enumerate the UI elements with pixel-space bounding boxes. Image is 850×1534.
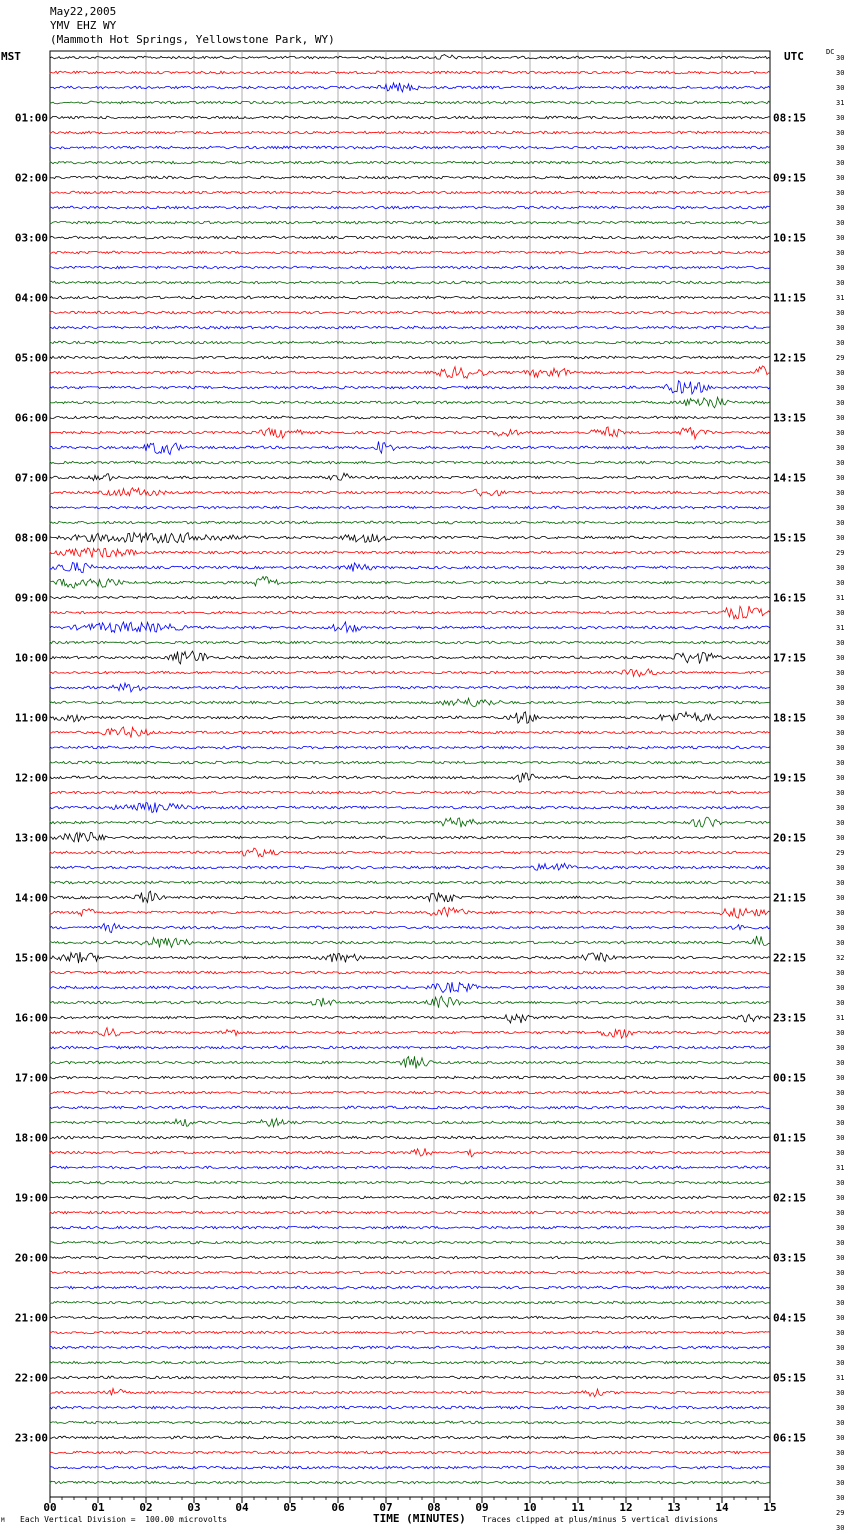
dc-value: 32 xyxy=(836,954,845,962)
dc-value: 30 xyxy=(836,774,845,782)
trace-row-17 xyxy=(50,311,770,314)
dc-value: 30 xyxy=(836,249,845,257)
dc-value: 30 xyxy=(836,819,845,827)
right-hour-label: 00:15 xyxy=(773,1071,807,1085)
right-axis-title: UTC xyxy=(784,50,804,63)
trace-row-95 xyxy=(50,1481,770,1484)
trace-row-8 xyxy=(50,176,770,179)
dc-value: 30 xyxy=(836,1314,845,1322)
left-hour-label: 20:00 xyxy=(14,1251,48,1265)
trace-row-19 xyxy=(50,341,770,344)
dc-value: 30 xyxy=(836,1389,845,1397)
trace-row-38 xyxy=(50,622,770,633)
dc-value: 31 xyxy=(836,1374,845,1382)
left-hour-label: 11:00 xyxy=(14,711,48,725)
dc-value: 30 xyxy=(836,804,845,812)
dc-value: 30 xyxy=(836,204,845,212)
left-hour-label: 16:00 xyxy=(14,1011,48,1025)
dc-value: 30 xyxy=(836,909,845,917)
x-tick-label: 10 xyxy=(523,1501,537,1514)
dc-value: 30 xyxy=(836,1149,845,1157)
dc-value: 30 xyxy=(836,534,845,542)
dc-value: 30 xyxy=(836,699,845,707)
trace-row-44 xyxy=(50,712,770,723)
trace-row-94 xyxy=(50,1466,770,1469)
x-tick-label: 11 xyxy=(571,1501,585,1514)
dc-value: 30 xyxy=(836,969,845,977)
trace-row-14 xyxy=(50,266,770,269)
trace-row-46 xyxy=(50,746,770,749)
dc-value: 30 xyxy=(836,864,845,872)
dc-value: 31 xyxy=(836,1164,845,1172)
right-hour-label: 02:15 xyxy=(773,1191,807,1205)
trace-row-57 xyxy=(50,907,770,918)
dc-value: 30 xyxy=(836,984,845,992)
x-tick-label: 03 xyxy=(187,1501,201,1514)
x-tick-label: 08 xyxy=(427,1501,441,1514)
dc-value: 30 xyxy=(836,1479,845,1487)
trace-row-43 xyxy=(50,698,770,706)
trace-row-84 xyxy=(50,1316,770,1319)
trace-row-25 xyxy=(50,427,770,439)
trace-row-48 xyxy=(50,773,770,782)
scale-note: Each Vertical Division = 100.00 microvolts xyxy=(20,1515,228,1524)
trace-row-33 xyxy=(50,548,770,558)
x-tick-label: 01 xyxy=(91,1501,105,1514)
dc-value: 30 xyxy=(836,84,845,92)
dc-value: 30 xyxy=(836,1464,845,1472)
trace-row-13 xyxy=(50,251,770,254)
dc-value: 30 xyxy=(836,1434,845,1442)
left-hour-label: 15:00 xyxy=(14,951,48,965)
trace-row-21 xyxy=(50,366,770,378)
dc-value: 30 xyxy=(836,1329,845,1337)
trace-row-34 xyxy=(50,562,770,572)
right-hour-label: 03:15 xyxy=(773,1251,807,1265)
dc-value: 30 xyxy=(836,999,845,1007)
trace-row-55 xyxy=(50,881,770,884)
dc-value: 30 xyxy=(836,399,845,407)
left-hour-label: 18:00 xyxy=(14,1131,48,1145)
station-code: YMV EHZ WY xyxy=(50,19,117,32)
trace-row-35 xyxy=(50,577,770,589)
dc-value: 30 xyxy=(836,834,845,842)
trace-row-31 xyxy=(50,521,770,524)
trace-row-68 xyxy=(50,1076,770,1079)
left-hour-label: 07:00 xyxy=(14,471,48,485)
dc-value: 31 xyxy=(836,594,845,602)
trace-row-83 xyxy=(50,1301,770,1304)
trace-row-74 xyxy=(50,1166,770,1169)
trace-row-66 xyxy=(50,1046,770,1049)
left-hour-label: 06:00 xyxy=(14,411,48,425)
dc-value: 30 xyxy=(836,129,845,137)
x-tick-label: 00 xyxy=(43,1501,57,1514)
dc-value: 30 xyxy=(836,1119,845,1127)
dc-value: 30 xyxy=(836,1284,845,1292)
dc-value: 30 xyxy=(836,939,845,947)
trace-row-64 xyxy=(50,1014,770,1023)
dc-value: 30 xyxy=(836,54,845,62)
trace-row-82 xyxy=(50,1286,770,1289)
dc-value: 31 xyxy=(836,1014,845,1022)
trace-row-92 xyxy=(50,1436,770,1439)
dc-value: 30 xyxy=(836,1449,845,1457)
left-hour-label: 22:00 xyxy=(14,1371,48,1385)
trace-row-10 xyxy=(50,206,770,209)
trace-row-45 xyxy=(50,727,770,738)
right-hour-label: 10:15 xyxy=(773,231,807,245)
left-hour-label: 08:00 xyxy=(14,531,48,545)
dc-value: 29 xyxy=(836,849,845,857)
right-hour-label: 06:15 xyxy=(773,1431,807,1445)
trace-row-69 xyxy=(50,1091,770,1094)
left-hour-label: 12:00 xyxy=(14,771,48,785)
trace-row-91 xyxy=(50,1421,770,1424)
dc-value: 30 xyxy=(836,924,845,932)
trace-row-1 xyxy=(50,71,770,74)
right-hour-label: 11:15 xyxy=(773,291,807,305)
trace-row-79 xyxy=(50,1241,770,1244)
trace-row-6 xyxy=(50,146,770,149)
dc-value: 30 xyxy=(836,1299,845,1307)
trace-row-9 xyxy=(50,191,770,194)
dc-value: 30 xyxy=(836,1224,845,1232)
trace-row-0 xyxy=(50,55,770,60)
x-tick-label: 06 xyxy=(331,1501,345,1514)
left-hour-label: 21:00 xyxy=(14,1311,48,1325)
left-hour-label: 14:00 xyxy=(14,891,48,905)
left-hour-label: 09:00 xyxy=(14,591,48,605)
dc-value: 30 xyxy=(836,159,845,167)
dc-value: 30 xyxy=(836,1524,845,1532)
trace-row-52 xyxy=(50,832,770,842)
trace-row-56 xyxy=(50,891,770,902)
dc-value: 30 xyxy=(836,1254,845,1262)
dc-value: 30 xyxy=(836,1239,845,1247)
trace-row-86 xyxy=(50,1346,770,1349)
right-hour-label: 19:15 xyxy=(773,771,807,785)
dc-value: 30 xyxy=(836,489,845,497)
plot-date: May22,2005 xyxy=(50,5,117,18)
x-tick-label: 07 xyxy=(379,1501,393,1514)
trace-row-28 xyxy=(50,473,770,481)
trace-row-61 xyxy=(50,971,770,974)
trace-row-16 xyxy=(50,296,770,299)
x-tick-label: 15 xyxy=(763,1501,777,1514)
dc-value: 30 xyxy=(836,654,845,662)
dc-value: 30 xyxy=(836,669,845,677)
dc-value: 30 xyxy=(836,1134,845,1142)
trace-row-93 xyxy=(50,1451,770,1454)
trace-row-26 xyxy=(50,441,770,454)
trace-row-73 xyxy=(50,1148,770,1157)
trace-row-32 xyxy=(50,532,770,543)
trace-row-37 xyxy=(50,606,770,619)
trace-row-42 xyxy=(50,683,770,692)
x-tick-label: 04 xyxy=(235,1501,249,1514)
trace-row-27 xyxy=(50,461,770,464)
trace-row-80 xyxy=(50,1256,770,1259)
dc-value: 30 xyxy=(836,1074,845,1082)
trace-row-23 xyxy=(50,397,770,408)
left-hour-label: 10:00 xyxy=(14,651,48,665)
dc-value: 30 xyxy=(836,414,845,422)
dc-value: 30 xyxy=(836,234,845,242)
right-hour-label: 12:15 xyxy=(773,351,807,365)
dc-value: 30 xyxy=(836,684,845,692)
dc-value: 30 xyxy=(836,1044,845,1052)
right-hour-label: 18:15 xyxy=(773,711,807,725)
trace-row-72 xyxy=(50,1136,770,1139)
dc-value: 30 xyxy=(836,114,845,122)
trace-row-67 xyxy=(50,1056,770,1068)
trace-row-60 xyxy=(50,952,770,963)
dc-value: 29 xyxy=(836,354,845,362)
right-hour-label: 08:15 xyxy=(773,111,807,125)
left-hour-label: 02:00 xyxy=(14,171,48,185)
trace-row-58 xyxy=(50,924,770,933)
clip-note: Traces clipped at plus/minus 5 vertical divisions xyxy=(482,1515,719,1524)
trace-row-90 xyxy=(50,1406,770,1409)
dc-value: 30 xyxy=(836,339,845,347)
x-tick-label: 12 xyxy=(619,1501,633,1514)
dc-value: 30 xyxy=(836,1089,845,1097)
trace-row-24 xyxy=(50,416,770,419)
x-tick-label: 14 xyxy=(715,1501,729,1514)
left-hour-label: 05:00 xyxy=(14,351,48,365)
dc-value: 30 xyxy=(836,1344,845,1352)
trace-row-50 xyxy=(50,803,770,813)
dc-value: 30 xyxy=(836,69,845,77)
trace-row-77 xyxy=(50,1211,770,1214)
dc-value: 30 xyxy=(836,1494,845,1502)
trace-row-51 xyxy=(50,817,770,827)
dc-value: 30 xyxy=(836,174,845,182)
x-tick-label: 09 xyxy=(475,1501,489,1514)
dc-column-title: DC xyxy=(826,48,835,56)
right-hour-label: 21:15 xyxy=(773,891,807,905)
trace-row-49 xyxy=(50,791,770,794)
trace-row-15 xyxy=(50,281,770,284)
dc-value: 30 xyxy=(836,444,845,452)
dc-value: 31 xyxy=(836,99,845,107)
dc-value: 30 xyxy=(836,144,845,152)
trace-row-11 xyxy=(50,221,770,224)
dc-value: 30 xyxy=(836,714,845,722)
right-hour-label: 05:15 xyxy=(773,1371,807,1385)
dc-value: 30 xyxy=(836,789,845,797)
trace-row-18 xyxy=(50,326,770,329)
trace-row-88 xyxy=(50,1376,770,1379)
left-hour-label: 19:00 xyxy=(14,1191,48,1205)
dc-value: 30 xyxy=(836,1209,845,1217)
trace-row-47 xyxy=(50,761,770,764)
trace-row-40 xyxy=(50,651,770,664)
trace-row-4 xyxy=(50,116,770,119)
left-hour-label: 13:00 xyxy=(14,831,48,845)
dc-value: 30 xyxy=(836,279,845,287)
dc-value: 30 xyxy=(836,519,845,527)
dc-value: 30 xyxy=(836,384,845,392)
trace-row-41 xyxy=(50,669,770,677)
trace-row-7 xyxy=(50,161,770,164)
dc-value: 30 xyxy=(836,189,845,197)
dc-value: 30 xyxy=(836,879,845,887)
dc-value: 30 xyxy=(836,1194,845,1202)
dc-value: 30 xyxy=(836,429,845,437)
dc-value: 30 xyxy=(836,609,845,617)
left-hour-label: 23:00 xyxy=(14,1431,48,1445)
trace-row-78 xyxy=(50,1226,770,1229)
trace-row-2 xyxy=(50,83,770,92)
trace-row-76 xyxy=(50,1196,770,1199)
dc-value: 30 xyxy=(836,1269,845,1277)
trace-row-63 xyxy=(50,996,770,1008)
dc-value: 30 xyxy=(836,1059,845,1067)
left-hour-label: 01:00 xyxy=(14,111,48,125)
trace-row-5 xyxy=(50,131,770,134)
dc-value: 29 xyxy=(836,549,845,557)
dc-value: 30 xyxy=(836,219,845,227)
dc-value: 31 xyxy=(836,294,845,302)
x-tick-label: 05 xyxy=(283,1501,297,1514)
right-hour-label: 04:15 xyxy=(773,1311,807,1325)
trace-row-87 xyxy=(50,1361,770,1364)
right-hour-label: 13:15 xyxy=(773,411,807,425)
left-hour-label: 03:00 xyxy=(14,231,48,245)
right-hour-label: 20:15 xyxy=(773,831,807,845)
dc-value: 30 xyxy=(836,579,845,587)
trace-row-89 xyxy=(50,1388,770,1396)
dc-value: 29 xyxy=(836,1509,845,1517)
trace-row-71 xyxy=(50,1119,770,1127)
trace-row-54 xyxy=(50,863,770,870)
right-hour-label: 14:15 xyxy=(773,471,807,485)
left-hour-label: 04:00 xyxy=(14,291,48,305)
left-hour-label: 17:00 xyxy=(14,1071,48,1085)
right-hour-label: 09:15 xyxy=(773,171,807,185)
trace-row-36 xyxy=(50,596,770,599)
left-axis-title: MST xyxy=(1,50,21,63)
x-tick-label: 13 xyxy=(667,1501,681,1514)
dc-value: 30 xyxy=(836,744,845,752)
trace-row-81 xyxy=(50,1271,770,1274)
dc-value: 30 xyxy=(836,1104,845,1112)
dc-value: 30 xyxy=(836,1029,845,1037)
dc-value: 30 xyxy=(836,564,845,572)
x-axis-label: TIME (MINUTES) xyxy=(373,1512,466,1525)
dc-value: 30 xyxy=(836,894,845,902)
dc-value: 30 xyxy=(836,639,845,647)
dc-value: 30 xyxy=(836,1419,845,1427)
dc-value: 30 xyxy=(836,729,845,737)
dc-value: 30 xyxy=(836,759,845,767)
trace-row-3 xyxy=(50,101,770,104)
trace-row-39 xyxy=(50,641,770,644)
dc-value: 30 xyxy=(836,504,845,512)
trace-row-85 xyxy=(50,1331,770,1334)
trace-row-20 xyxy=(50,356,770,359)
dc-value: 30 xyxy=(836,1404,845,1412)
dc-value: 30 xyxy=(836,459,845,467)
dc-value: 31 xyxy=(836,624,845,632)
dc-value: 30 xyxy=(836,264,845,272)
dc-value: 30 xyxy=(836,324,845,332)
dc-value: 30 xyxy=(836,1359,845,1367)
trace-row-12 xyxy=(50,236,770,239)
trace-row-22 xyxy=(50,381,770,394)
dc-value: 30 xyxy=(836,474,845,482)
station-location: (Mammoth Hot Springs, Yellowstone Park, WY) xyxy=(50,33,335,46)
dc-value: 30 xyxy=(836,309,845,317)
corner-mark: M xyxy=(1,1517,5,1524)
right-hour-label: 17:15 xyxy=(773,651,807,665)
trace-row-53 xyxy=(50,848,770,857)
right-hour-label: 22:15 xyxy=(773,951,807,965)
trace-row-65 xyxy=(50,1028,770,1039)
right-hour-label: 23:15 xyxy=(773,1011,807,1025)
right-hour-label: 01:15 xyxy=(773,1131,807,1145)
x-tick-label: 02 xyxy=(139,1501,153,1514)
right-hour-label: 16:15 xyxy=(773,591,807,605)
trace-row-62 xyxy=(50,982,770,992)
trace-row-30 xyxy=(50,506,770,509)
trace-row-70 xyxy=(50,1106,770,1109)
dc-value: 30 xyxy=(836,1179,845,1187)
trace-row-29 xyxy=(50,488,770,496)
trace-row-59 xyxy=(50,936,770,948)
trace-row-75 xyxy=(50,1181,770,1184)
dc-value: 30 xyxy=(836,369,845,377)
right-hour-label: 15:15 xyxy=(773,531,807,545)
